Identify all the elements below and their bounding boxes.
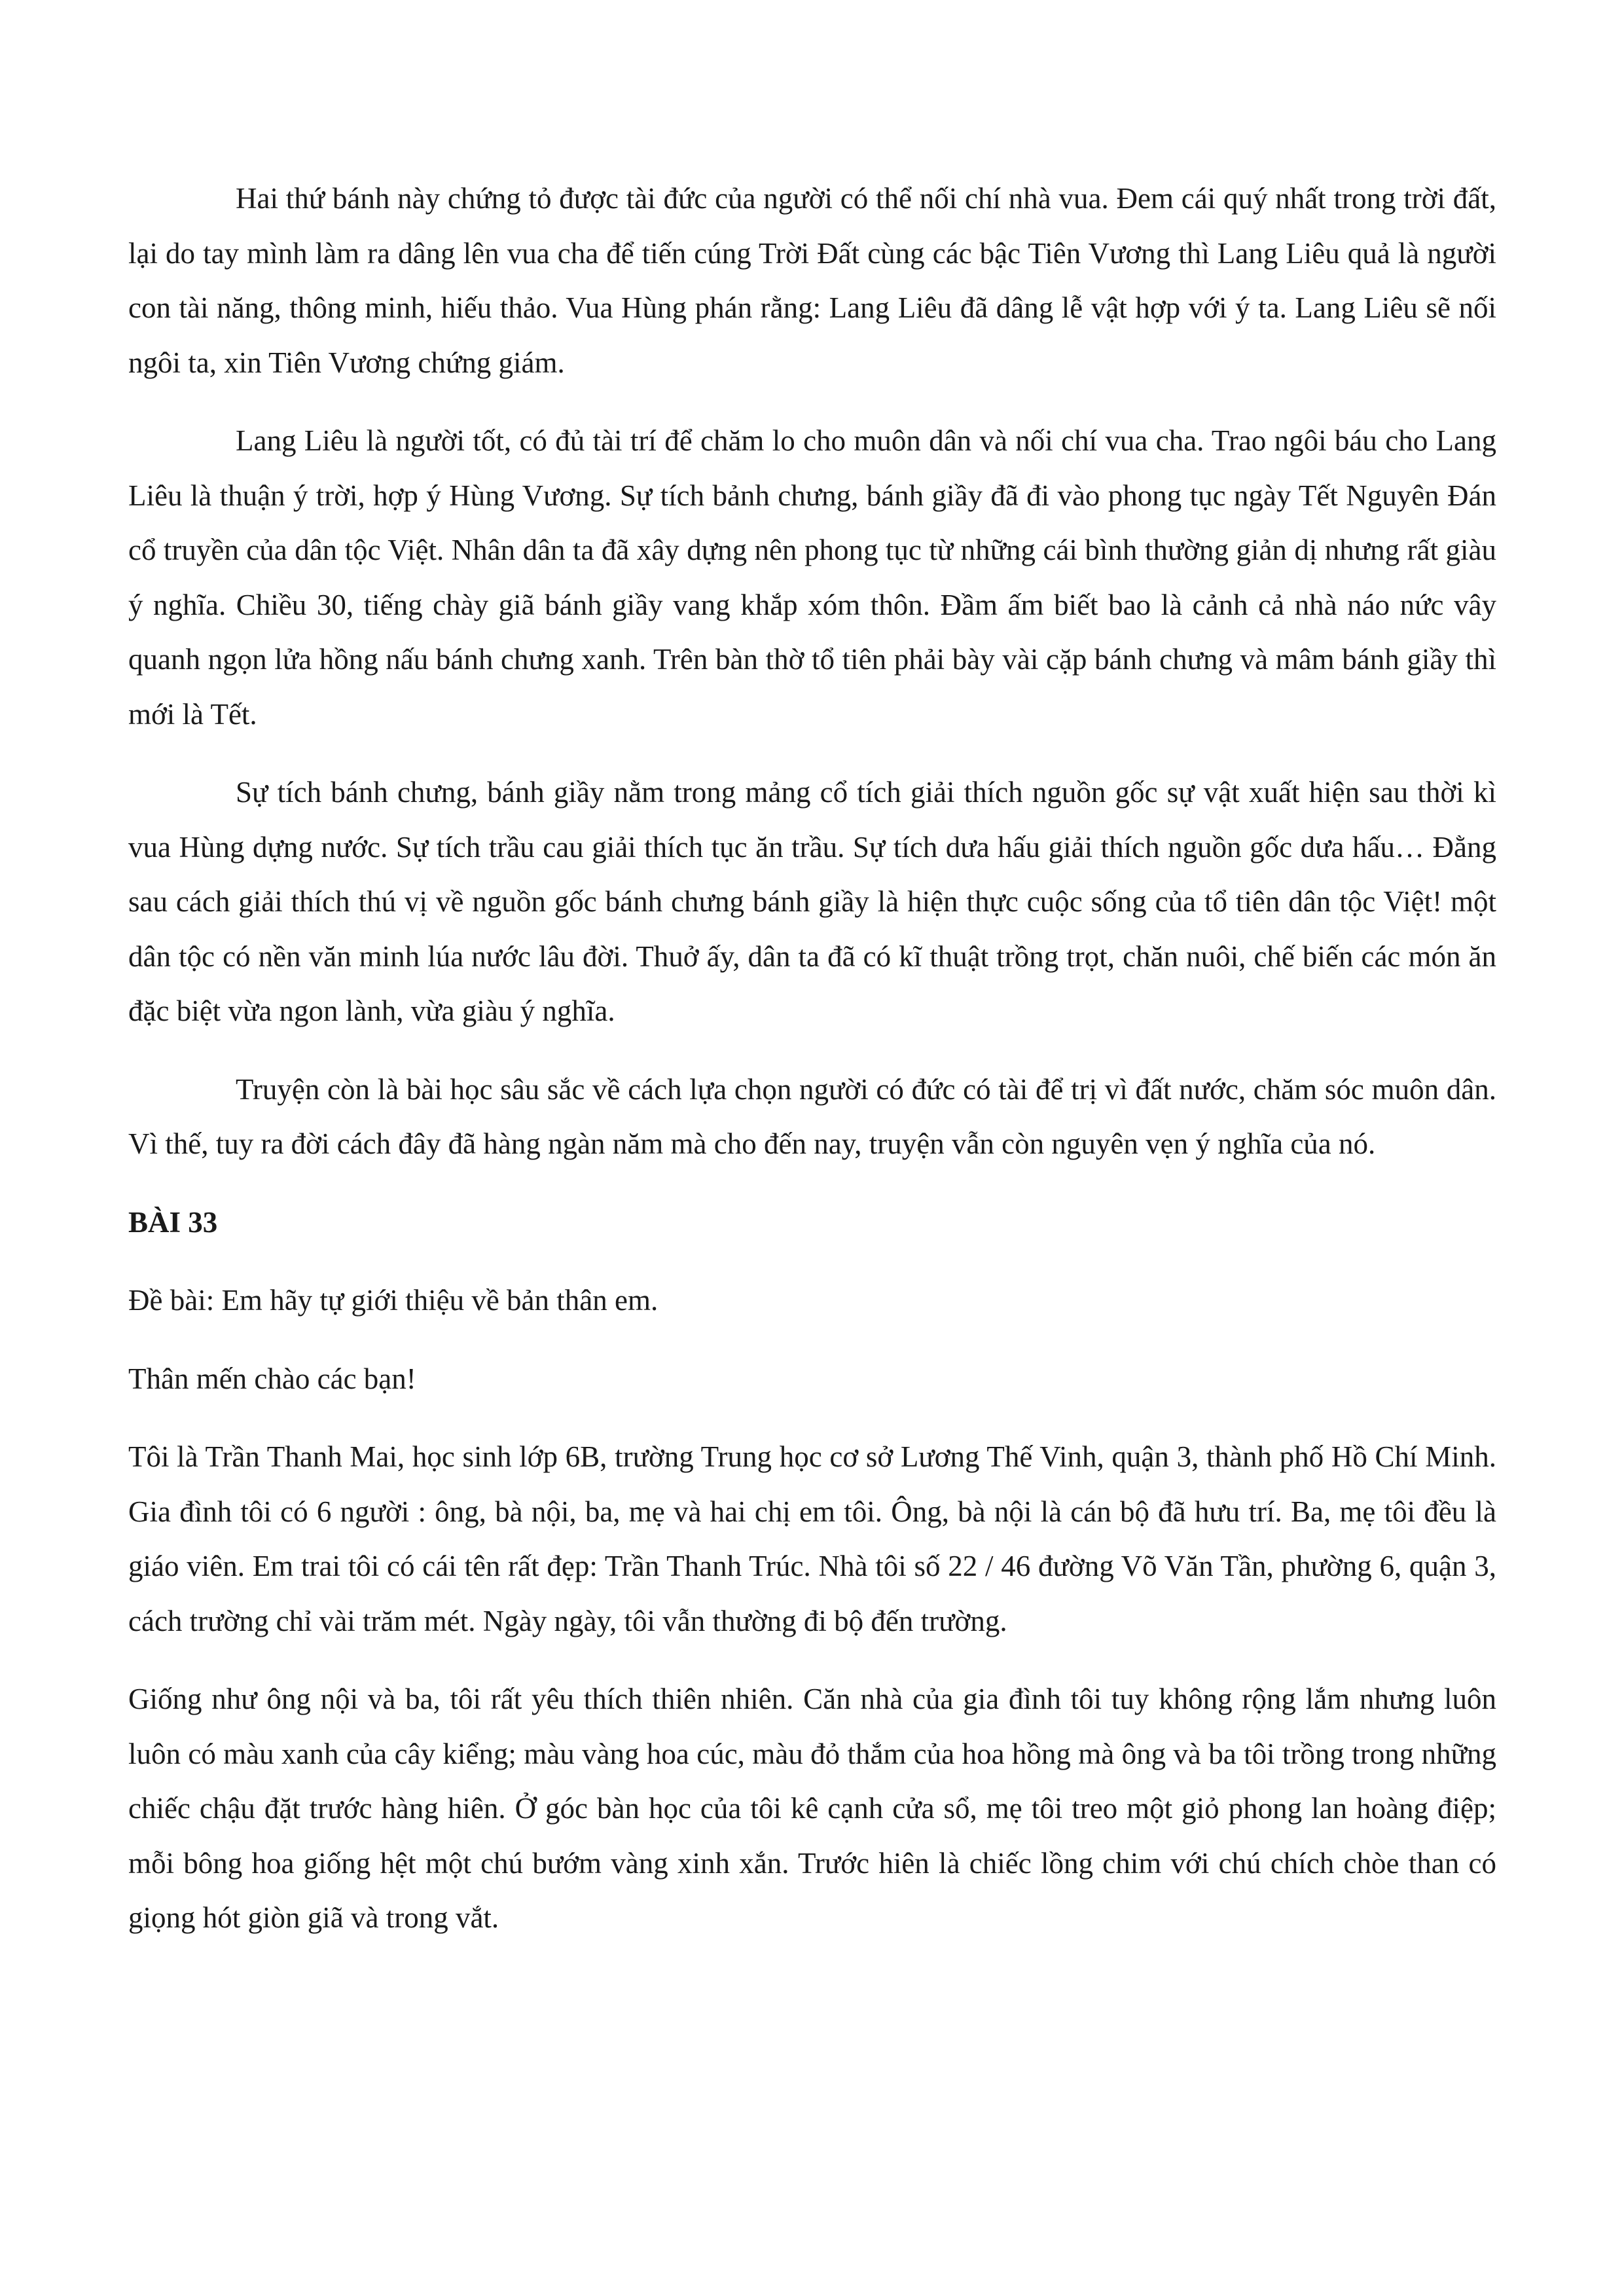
essay-prompt: Đề bài: Em hãy tự giới thiệu về bản thân em. [128,1284,659,1317]
intro-paragraph-3: Sự tích bánh chưng, bánh giầy nằm trong mảng cổ tích giải thích nguồn gốc sự vật xuất hiện sau thời kì vua Hùng dựng nước. Sự tích trầu cau giải thích tục ăn trầu. Sự tích dưa hấu giải thích nguồn gốc dưa hấu… Đằng sau cách giải thích thú vị về nguồn gốc bánh chưng bánh giầy là hiện thực cuộc sống của tổ tiên dân tộc Việt! một dân tộc có nền văn minh lúa nước lâu đời. Thuở ấy, dân ta đã có kĩ thuật trồng trọt, chăn nuôi, chế biến các món ăn đặc biệt vừa ngon lành, vừa giàu ý nghĩa. [128,776,1496,1027]
essay-paragraph-2: Giống như ông nội và ba, tôi rất yêu thích thiên nhiên. Căn nhà của gia đình tôi tuy không rộng lắm nhưng luôn luôn có màu xanh của cây kiểng; màu vàng hoa cúc, màu đỏ thắm của hoa hồng mà ông và ba tôi trồng trong những chiếc chậu đặt trước hàng hiên. Ở góc bàn học của tôi kê cạnh cửa sổ, mẹ tôi treo một giỏ phong lan hoàng điệp; mỗi bông hoa giống hệt một chú bướm vàng xinh xắn. Trước hiên là chiếc lồng chim với chú chích chòe than có giọng hót giòn giã và trong vắt. [128,1683,1496,1934]
section-heading: BÀI 33 [128,1205,218,1239]
greeting-line: Thân mến chào các bạn! [128,1362,416,1395]
intro-paragraph-2: Lang Liêu là người tốt, có đủ tài trí để chăm lo cho muôn dân và nối chí vua cha. Trao ngôi báu cho Lang Liêu là thuận ý trời, hợp ý Hùng Vương. Sự tích bảnh chưng, bánh giầy đã đi vào phong tục ngày Tết Nguyên Đán cổ truyền của dân tộc Việt. Nhân dân ta đã xây dựng nên phong tục từ những cái bình thường giản dị nhưng rất giàu ý nghĩa. Chiều 30, tiếng chày giã bánh giầy vang khắp xóm thôn. Đầm ấm biết bao là cảnh cả nhà náo nức vây quanh ngọn lửa hồng nấu bánh chưng xanh. Trên bàn thờ tổ tiên phải bày vài cặp bánh chưng và mâm bánh giầy thì mới là Tết. [128,424,1496,731]
document-page [128,172,1496,1946]
intro-paragraph-4: Truyện còn là bài học sâu sắc về cách lựa chọn người có đức có tài để trị vì đất nước, chăm sóc muôn dân. Vì thế, tuy ra đời cách đây đã hàng ngàn năm mà cho đến nay, truyện vẫn còn nguyên vẹn ý nghĩa của nó. [128,1072,1496,1160]
essay-paragraph-1: Tôi là Trần Thanh Mai, học sinh lớp 6B, trường Trung học cơ sở Lương Thế Vinh, quận 3, thành phố Hồ Chí Minh. Gia đình tôi có 6 người : ông, bà nội, ba, mẹ và hai chị em tôi. Ông, bà nội là cán bộ đã hưu trí. Ba, mẹ tôi đều là giáo viên. Em trai tôi có cái tên rất đẹp: Trần Thanh Trúc. Nhà tôi số 22 / 46 đường Võ Văn Tần, phường 6, quận 3, cách trường chỉ vài trăm mét. Ngày ngày, tôi vẫn thường đi bộ đến trường. [128,1440,1496,1637]
intro-paragraph-1: Hai thứ bánh này chứng tỏ được tài đức của người có thể nối chí nhà vua. Đem cái quý nhất trong trời đất, lại do tay mình làm ra dâng lên vua cha để tiến cúng Trời Đất cùng các bậc Tiên Vương thì Lang Liêu quả là người con tài năng, thông minh, hiếu thảo. Vua Hùng phán rằng: Lang Liêu đã dâng lễ vật hợp với ý ta. Lang Liêu sẽ nối ngôi ta, xin Tiên Vương chứng giám. [128,182,1496,379]
